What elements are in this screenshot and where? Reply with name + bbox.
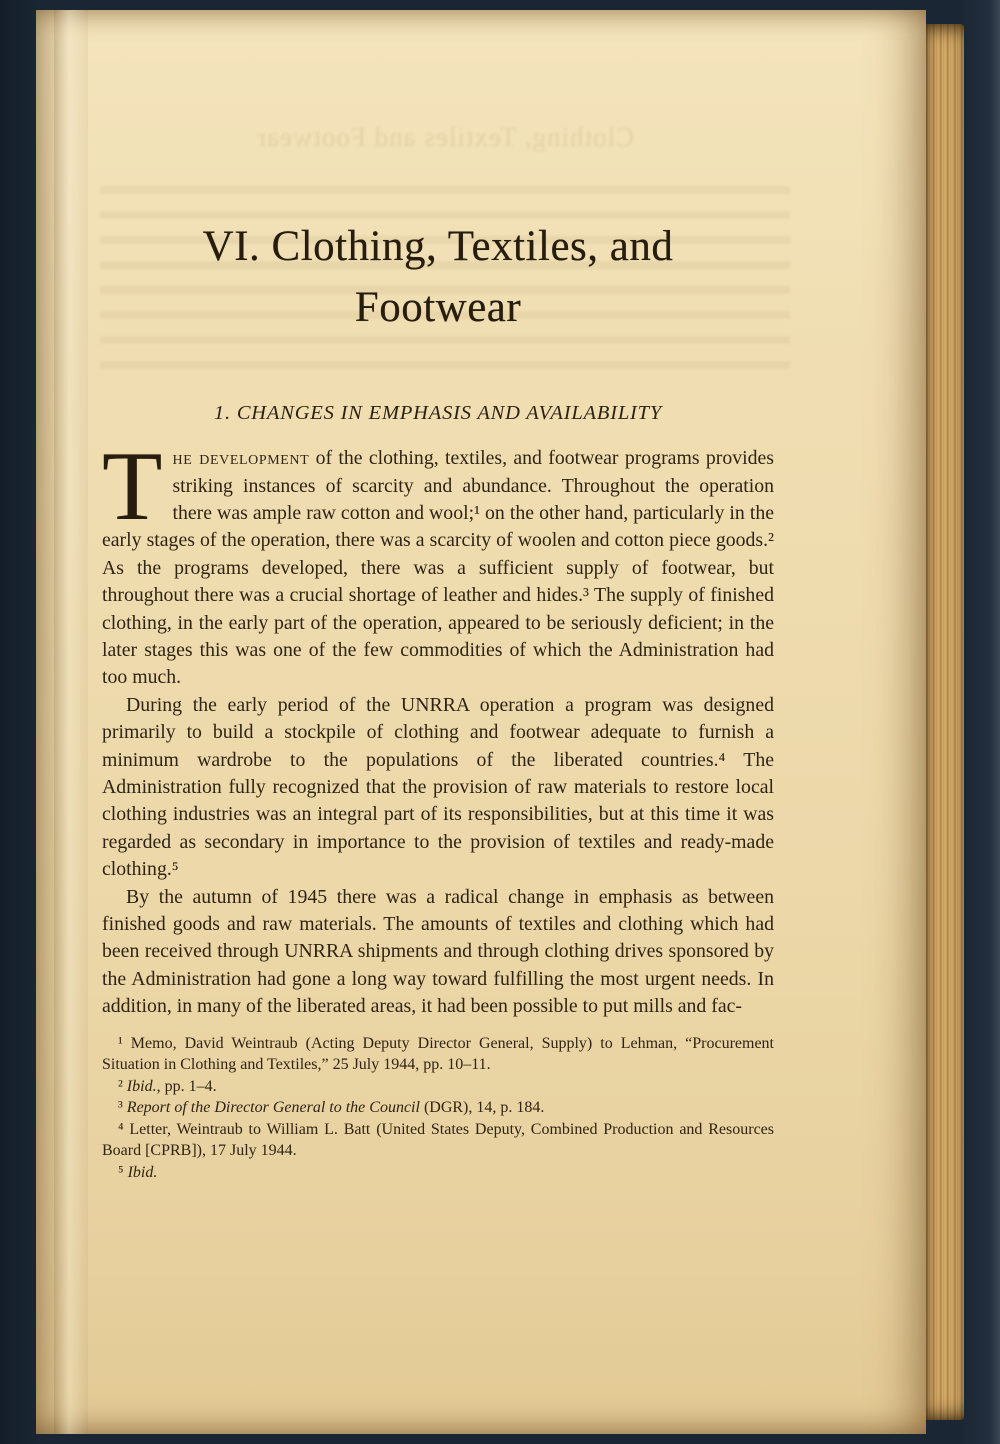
chapter-title-line1: VI. Clothing, Textiles, and <box>202 223 674 270</box>
book-page <box>36 10 926 1434</box>
drop-cap: T <box>102 432 163 542</box>
footnote-text: , pp. 1–4. <box>156 1077 217 1095</box>
footnote <box>102 1119 774 1162</box>
footnote <box>102 1162 774 1184</box>
footnote-text: (DGR), 14, p. 184. <box>419 1099 545 1117</box>
footnote-text: ⁴ Letter, Weintraub to William L. Batt (United States Deputy, Combined Production and Resources Board [CPRB]), 17 July 1944. <box>102 1120 774 1160</box>
footnote-text: ¹ Memo, David Weintraub (Acting Deputy Director General, Supply) to Lehman, “Procurement Situation in Clothing and Textiles,” 25 July 1944, pp. 10–11. <box>102 1034 774 1074</box>
footnote-italic-text: Report of the Director General to the Council <box>126 1099 420 1117</box>
footnote <box>102 1076 774 1098</box>
footnote-text: ⁵ <box>118 1163 128 1181</box>
footnote <box>102 1097 774 1119</box>
footnote-text: ³ <box>118 1099 127 1117</box>
section-heading: 1. CHANGES IN EMPHASIS AND AVAILABILITY <box>213 402 663 425</box>
chapter-title-line2: Footwear <box>354 284 522 332</box>
opening-smallcaps: he development <box>172 447 310 470</box>
paragraph-2: During the early period of the UNRRA operation a program was designed primarily to build a stockpile of clothing and footwear adequate to furnish a minimum wardrobe to the populations of the liberated countries.⁴ The Administration fully recognized that the provision of raw materials to restore local clothing industries was an integral part of its responsibilities, but at this time it was regarded as secondary in importance to the provision of textiles and ready-made clothing.⁵ <box>102 693 774 881</box>
footnote-italic-text: Ibid. <box>127 1163 158 1181</box>
footnote-text: ² <box>118 1077 127 1095</box>
paragraph-3: By the autumn of 1945 there was a radical change in emphasis as between finished goods and raw materials. The amounts of textiles and clothing which had been received through UNRRA shipments and through clothing drives sponsored by the Administration had gone a long way toward fulfilling the most urgent needs. In addition, in many of the liberated areas, it had been possible to put mills and fac- <box>102 885 774 1018</box>
paragraph-1-text: of the clothing, textiles, and footwear programs provides striking instances of scarcity and abundance. Throughout the operation there was ample raw cotton and wool;¹ on the other hand, particularly in the early stages of the operation, there was a scarcity of woolen and cotton piece goods.² As the programs developed, there was a sufficient supply of footwear, but throughout there was a crucial shortage of leather and hides.³ The supply of finished clothing, in the early part of the operation, appeared to be seriously deficient; in the later stages this was one of the few commodities of which the Administration had too much. <box>102 447 774 689</box>
footnote <box>102 1033 774 1076</box>
footnotes <box>102 1033 774 1184</box>
bleed-through-heading: Clothing, Textiles and Footwear <box>255 122 635 152</box>
paragraph-1 <box>102 432 774 692</box>
chapter-title <box>102 216 774 338</box>
page-edge-stack <box>924 24 964 1420</box>
page-content <box>102 216 774 1183</box>
footnote-italic-text: Ibid. <box>126 1077 157 1095</box>
